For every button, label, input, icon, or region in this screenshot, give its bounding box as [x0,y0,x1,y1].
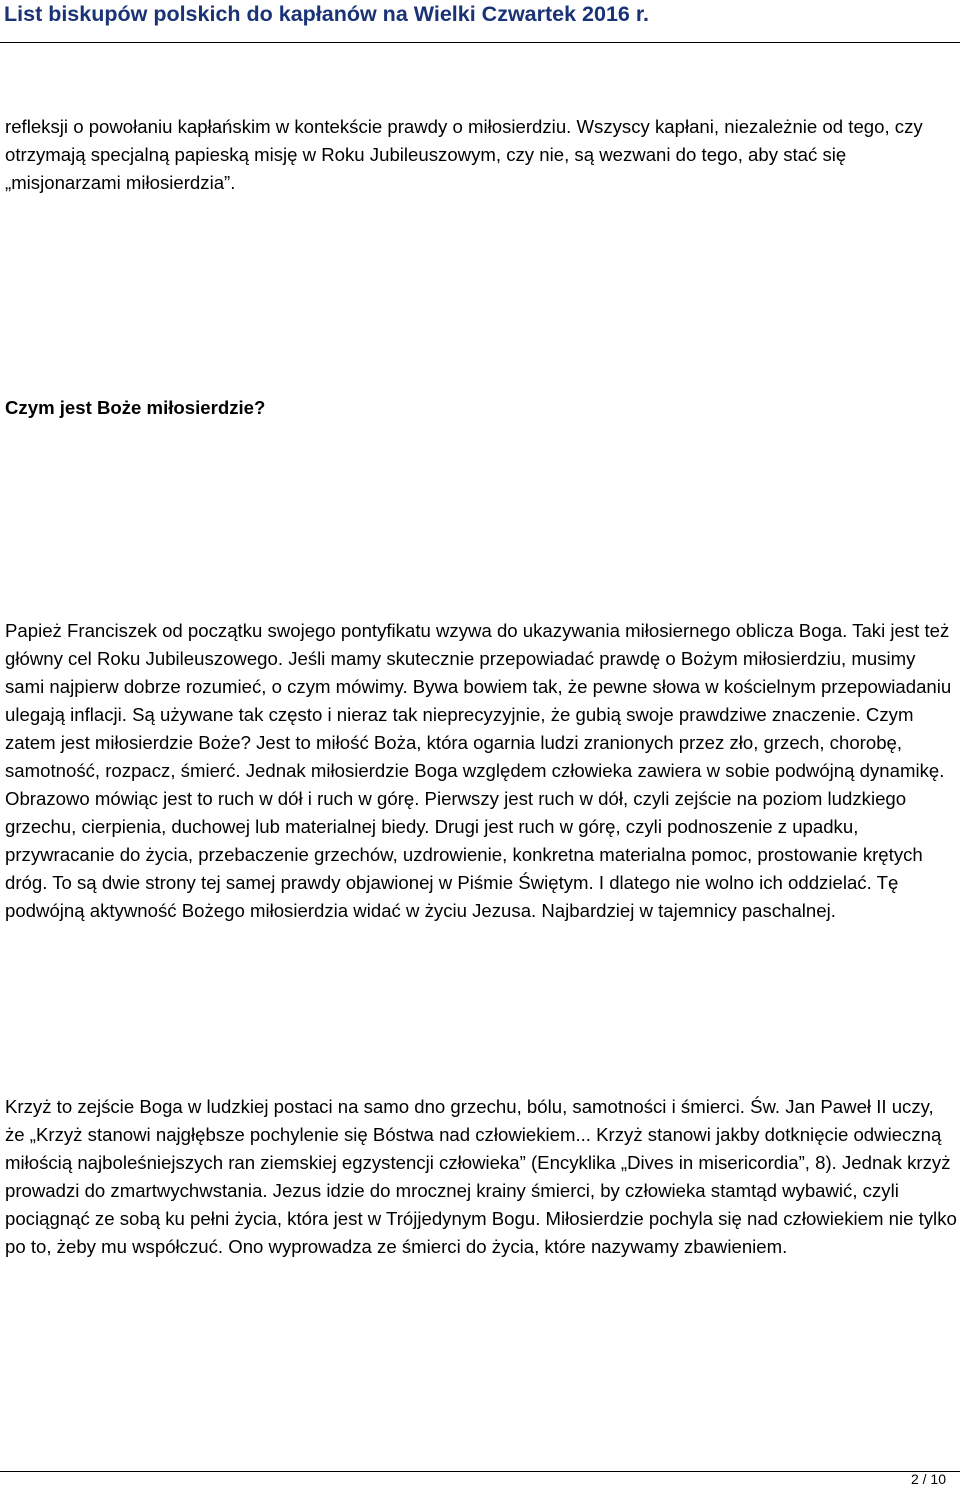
section-heading: Czym jest Boże miłosierdzie? [5,397,266,418]
paragraph-intro: refleksji o powołaniu kapłańskim w kontekście prawdy o miłosierdziu. Wszyscy kapłani, niezależnie od tego, czy otrzymają specjalną papieską misję w Roku Jubileuszowym, czy nie, są wezwani do tego, aby stać się „misjonarzami miłosierdzia”. [5,116,923,193]
page-header-title: List biskupów polskich do kapłanów na Wielki Czwartek 2016 r. [4,2,649,26]
paragraph-cross: Krzyż to zejście Boga w ludzkiej postaci na samo dno grzechu, bólu, samotności i śmierci. Św. Jan Paweł II uczy, że „Krzyż stanowi najgłębsze pochylenie się Bóstwa nad człowiekiem... Krzyż stanowi jakby dotknięcie odwieczną miłością najboleśniejszych ran ziemskiej egzystencji człowieka” (Encyklika „Dives in misericordia”, 8). Jednak krzyż prowadzi do zmartwychwstania. Jezus idzie do mrocznej krainy śmierci, by człowieka stamtąd wybawić, czyli pociągnąć ze sobą ku pełni życia, która jest w Trójjedynym Bogu. Miłosierdzie pochyla się nad człowiekiem nie tylko po to, żeby mu współczuć. Ono wyprowadza ze śmierci do życia, które nazywamy zbawieniem. [5,1096,957,1257]
header-divider [0,42,960,43]
paragraph-mercy-definition: Papież Franciszek od początku swojego pontyfikatu wzywa do ukazywania miłosiernego oblicza Boga. Taki jest też główny cel Roku Jubileuszowego. Jeśli mamy skutecznie przepowiadać prawdę o Bożym miłosierdziu, musimy sami najpierw dobrze rozumieć, o czym mówimy. Bywa bowiem tak, że pewne słowa w kościelnym przepowiadaniu ulegają inflacji. Są używane tak często i nieraz tak nieprecyzyjnie, że gubią swoje prawdziwe znaczenie. Czym zatem jest miłosierdzie Boże? Jest to miłość Boża, która ogarnia ludzi zranionych przez zło, grzech, chorobę, samotność, rozpacz, śmierć. Jednak miłosierdzie Boga względem człowieka zawiera w sobie podwójną dynamikę. Obrazowo mówiąc jest to ruch w dół i ruch w górę. Pierwszy jest ruch w dół, czyli zejście na poziom ludzkiego grzechu, cierpienia, duchowej lub materialnej biedy. Drugi jest ruch w górę, czyli podnoszenie z upadku, przywracanie do życia, przebaczenie grzechów, uzdrowienie, konkretna materialna pomoc, prostowanie krętych dróg. To są dwie strony tej samej prawdy objawionej w Piśmie Świętym. I dlatego nie wolno ich oddzielać. Tę podwójną aktywność Bożego miłosierdzia widać w życiu Jezusa. Najbardziej w tajemnicy paschalnej. [5,620,952,921]
footer-divider [0,1471,960,1472]
page-number: 2 / 10 [910,1471,946,1487]
